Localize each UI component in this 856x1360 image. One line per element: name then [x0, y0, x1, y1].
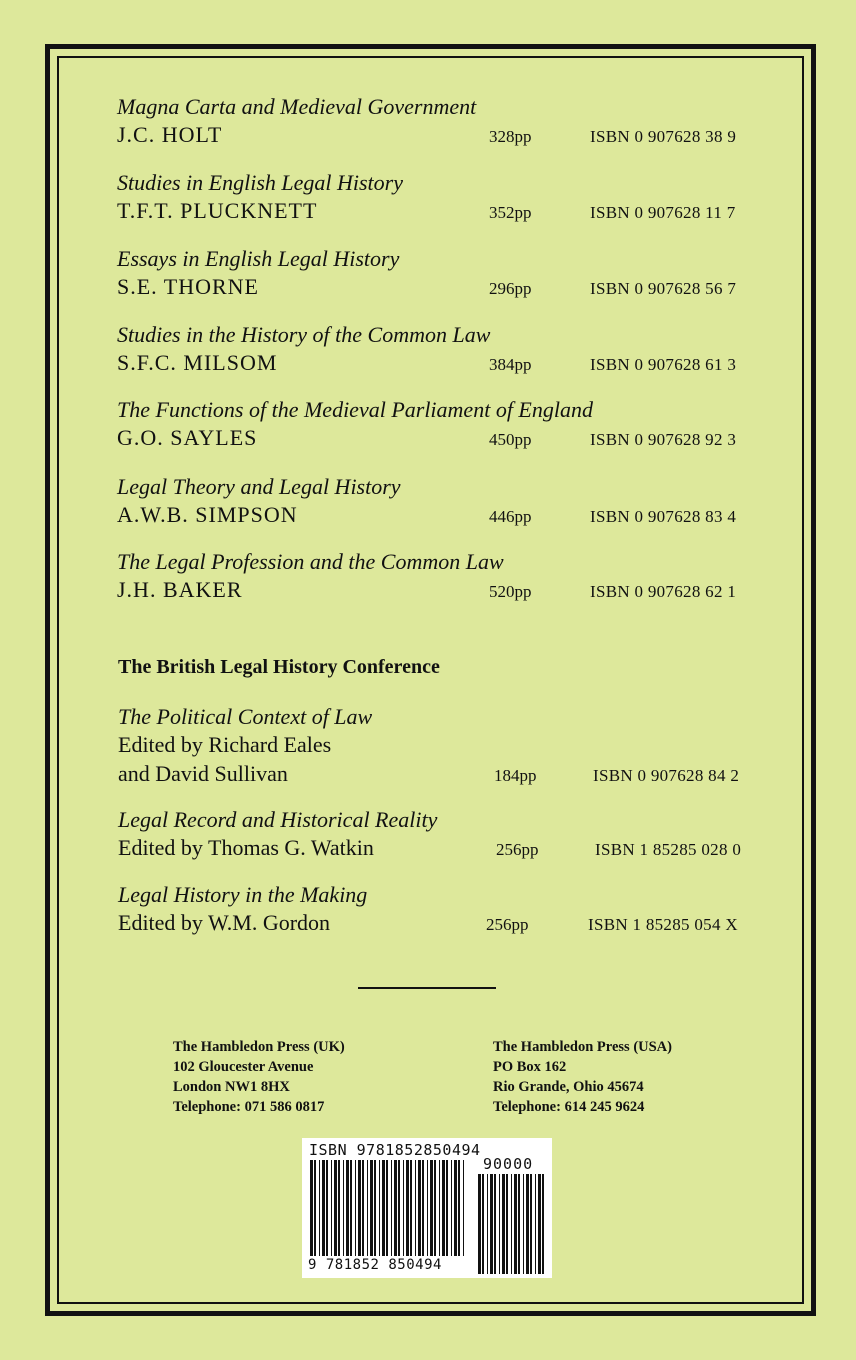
barcode-bar — [319, 1160, 320, 1256]
book-pages: 450pp — [489, 430, 532, 449]
barcode-bar — [374, 1160, 376, 1256]
barcode-bar — [394, 1160, 397, 1256]
book-author: A.W.B. SIMPSON — [117, 502, 298, 527]
book-title: The Functions of the Medieval Parliament of England — [117, 397, 593, 422]
book-isbn: ISBN 1 85285 054 X — [588, 915, 738, 934]
barcode-bar — [454, 1160, 457, 1256]
book-title: Legal History in the Making — [118, 882, 368, 907]
book-isbn: ISBN 1 85285 028 0 — [595, 840, 742, 859]
book-entry — [117, 474, 757, 530]
barcode-bar — [406, 1160, 409, 1256]
barcode-bar — [322, 1160, 325, 1256]
barcode-bar — [458, 1160, 460, 1256]
address-line: Telephone: 071 586 0817 — [173, 1099, 325, 1115]
barcode-bar — [386, 1160, 388, 1256]
book-title: Essays in English Legal History — [117, 246, 400, 271]
book-isbn: ISBN 0 907628 84 2 — [593, 766, 740, 785]
barcode-bar — [382, 1160, 385, 1256]
barcode-bar — [446, 1160, 448, 1256]
barcode-bar — [442, 1160, 445, 1256]
book-author: J.C. HOLT — [117, 122, 223, 147]
book-title: The Legal Profession and the Common Law — [117, 549, 504, 574]
book-isbn: ISBN 0 907628 62 1 — [590, 582, 737, 601]
book-author: G.O. SAYLES — [117, 425, 258, 450]
barcode-bar — [439, 1160, 440, 1256]
book-entry — [117, 322, 757, 378]
inner-border — [57, 56, 804, 1304]
book-pages: 256pp — [486, 915, 529, 934]
barcode-bar — [490, 1174, 493, 1274]
barcode-bar — [430, 1160, 433, 1256]
address-line: Telephone: 614 245 9624 — [493, 1099, 645, 1115]
barcode-bar — [482, 1174, 484, 1274]
address-line: The Hambledon Press (USA) — [493, 1039, 672, 1055]
barcode-bar — [463, 1160, 464, 1256]
barcode-bar — [346, 1160, 349, 1256]
book-pages: 446pp — [489, 507, 532, 526]
barcode-bar — [514, 1174, 517, 1274]
address-line: PO Box 162 — [493, 1059, 567, 1075]
barcode-bar — [518, 1174, 520, 1274]
barcode-digits: 9 781852 850494 — [308, 1257, 442, 1273]
divider-rule — [358, 987, 496, 989]
barcode-bar — [415, 1160, 416, 1256]
barcode-bar — [410, 1160, 412, 1256]
barcode-bar — [362, 1160, 364, 1256]
conference-book-entry — [118, 807, 758, 863]
address-line: London NW1 8HX — [173, 1079, 290, 1095]
barcode-bar — [506, 1174, 508, 1274]
barcode-bar — [350, 1160, 352, 1256]
book-editor: Edited by W.M. Gordon — [118, 910, 331, 935]
book-author: J.H. BAKER — [117, 577, 243, 602]
barcode-bar — [326, 1160, 328, 1256]
barcode-bar — [511, 1174, 512, 1274]
book-pages: 520pp — [489, 582, 532, 601]
barcode-bar — [494, 1174, 496, 1274]
book-isbn: ISBN 0 907628 11 7 — [590, 203, 736, 222]
barcode-bar — [530, 1174, 532, 1274]
barcode-bar — [391, 1160, 392, 1256]
address-usa — [493, 1037, 672, 1117]
barcode-bar — [403, 1160, 404, 1256]
barcode-bar — [502, 1174, 505, 1274]
barcode-addon-number: 90000 — [483, 1155, 534, 1173]
barcode-isbn-label: ISBN 9781852850494 — [309, 1141, 481, 1159]
book-entry — [117, 549, 757, 605]
barcode-bar — [355, 1160, 356, 1256]
book-entry — [117, 94, 757, 150]
book-title: Legal Record and Historical Reality — [118, 807, 438, 832]
barcode-bar — [451, 1160, 452, 1256]
barcode-bar — [358, 1160, 361, 1256]
barcode-bar — [535, 1174, 536, 1274]
book-title: Studies in English Legal History — [117, 170, 403, 195]
address-line: 102 Gloucester Avenue — [173, 1059, 314, 1075]
barcode-bar — [310, 1160, 313, 1256]
barcode-bar — [478, 1174, 481, 1274]
book-title: Magna Carta and Medieval Government — [117, 94, 477, 119]
book-isbn: ISBN 0 907628 61 3 — [590, 355, 737, 374]
barcode-bar — [538, 1174, 541, 1274]
barcode-bar — [427, 1160, 428, 1256]
book-entry — [117, 170, 757, 226]
barcode-bar — [526, 1174, 529, 1274]
book-pages: 384pp — [489, 355, 532, 374]
barcode-bar — [418, 1160, 421, 1256]
barcode-bar — [434, 1160, 436, 1256]
barcode-bar — [422, 1160, 424, 1256]
barcode-bar — [370, 1160, 373, 1256]
book-author: T.F.T. PLUCKNETT — [117, 198, 318, 223]
book-pages: 296pp — [489, 279, 532, 298]
barcode-bar — [523, 1174, 524, 1274]
barcode-bar — [379, 1160, 380, 1256]
barcode-bar — [542, 1174, 544, 1274]
book-title: Studies in the History of the Common Law — [117, 322, 491, 347]
book-pages: 328pp — [489, 127, 532, 146]
conference-book-entry — [118, 704, 758, 789]
book-pages: 352pp — [489, 203, 532, 222]
barcode-bar — [499, 1174, 500, 1274]
book-author: S.E. THORNE — [117, 274, 259, 299]
address-line: The Hambledon Press (UK) — [173, 1039, 345, 1055]
barcode — [302, 1138, 552, 1278]
barcode-bar — [331, 1160, 332, 1256]
barcode-bar — [338, 1160, 340, 1256]
barcode-bar — [398, 1160, 400, 1256]
book-title: The Political Context of Law — [118, 704, 373, 729]
conference-book-entry — [118, 882, 758, 938]
book-title: Legal Theory and Legal History — [117, 474, 401, 499]
book-editor: Edited by Thomas G. Watkin — [118, 835, 374, 860]
section-heading: The British Legal History Conference — [118, 656, 440, 678]
book-entry — [117, 246, 757, 302]
address-line: Rio Grande, Ohio 45674 — [493, 1079, 644, 1095]
book-isbn: ISBN 0 907628 56 7 — [590, 279, 737, 298]
barcode-bar — [314, 1160, 316, 1256]
book-editor: and David Sullivan — [118, 761, 288, 786]
barcode-bar — [343, 1160, 344, 1256]
book-entry — [117, 397, 757, 453]
barcode-bar — [487, 1174, 488, 1274]
book-pages: 184pp — [494, 766, 537, 785]
book-isbn: ISBN 0 907628 83 4 — [590, 507, 737, 526]
book-editor: Edited by Richard Eales — [118, 732, 332, 757]
book-isbn: ISBN 0 907628 38 9 — [590, 127, 737, 146]
book-author: S.F.C. MILSOM — [117, 350, 278, 375]
address-uk — [173, 1037, 345, 1117]
barcode-bar — [367, 1160, 368, 1256]
barcode-bar — [334, 1160, 337, 1256]
book-pages: 256pp — [496, 840, 539, 859]
book-isbn: ISBN 0 907628 92 3 — [590, 430, 737, 449]
